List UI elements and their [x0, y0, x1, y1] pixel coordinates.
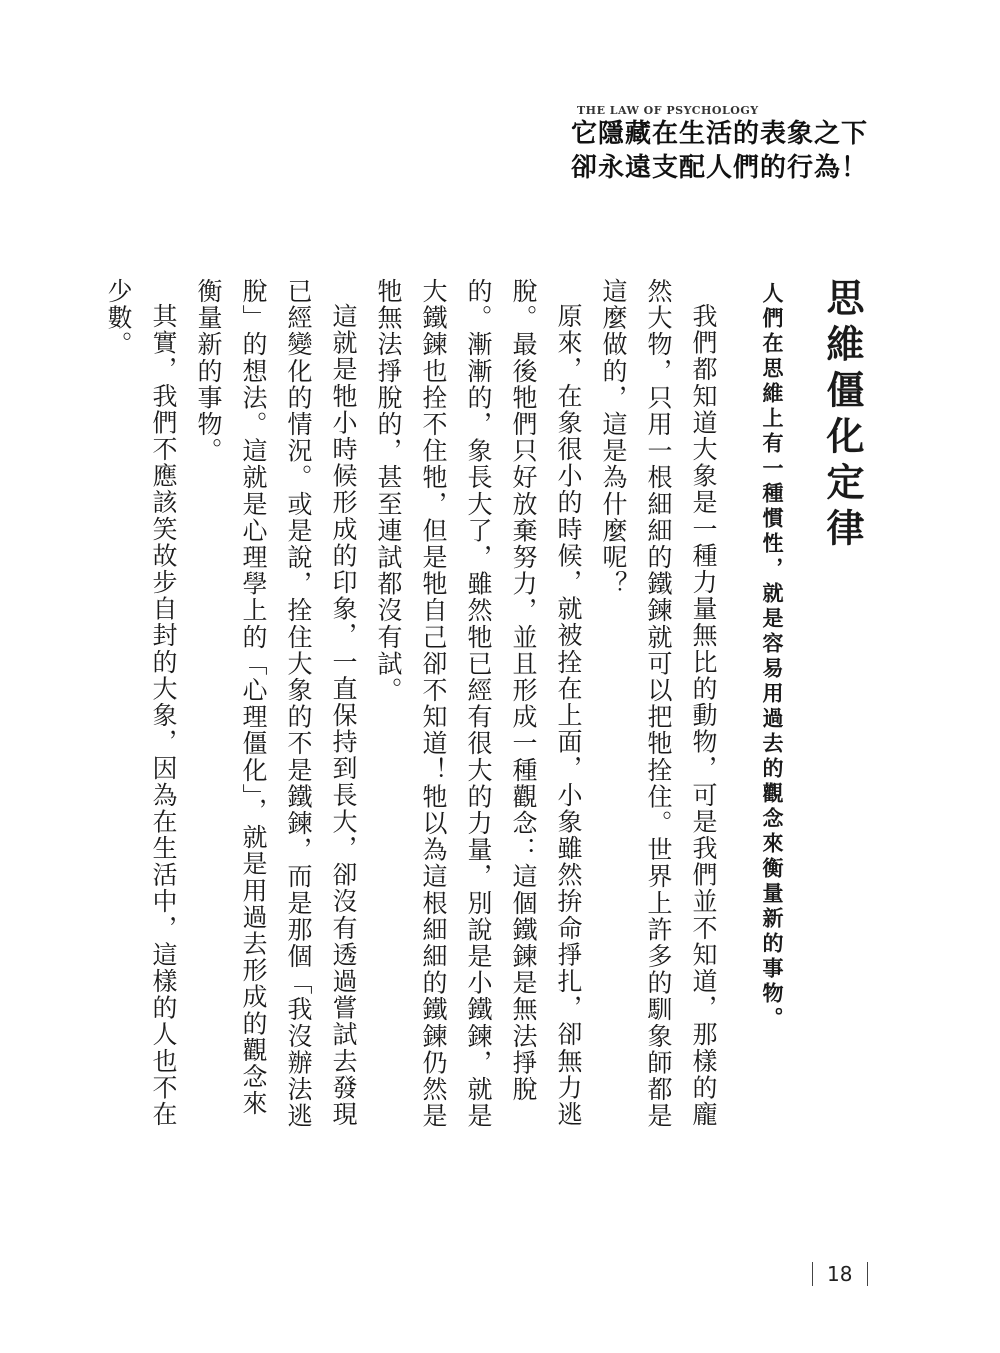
header-line-2: 卻永遠支配人們的行為！	[570, 153, 868, 183]
paragraph-1: 我們都知道大象是一種力量無比的動物，可是我們並不知道，那樣的龐然大物，只用一根細細的鐵鍊就可以把牠拴住。世界上許多的馴象師都是這麼做的，這是為什麼呢？	[599, 278, 718, 1130]
page-number-bar-right	[867, 1262, 869, 1286]
page-number-text: 18	[827, 1262, 853, 1286]
page-number-bar-left	[812, 1262, 814, 1286]
paragraph-2: 原來，在象很小的時候，就被拴在上面，小象雖然拚命掙扎，卻無力逃脫。最後牠們只好放棄努力，並且形成一種觀念：這個鐵鍊是無法掙脫的。漸漸的，象長大了，雖然牠已經有很大的力量，別說是小鐵鍊，就是大鐵鍊也拴不住牠，但是牠自己卻不知道！牠以為這根細細的鐵鍊仍然是牠無法掙脫的，甚至連試都沒有試。	[374, 278, 583, 1130]
paragraph-3: 這就是牠小時候形成的印象，一直保持到長大，卻沒有透過嘗試去發現已經變化的情況。或是說，拴住大象的不是鐵鍊，而是那個「我沒辦法逃脫」的想法。這就是心理學上的「心理僵化」，就是用過去形成的觀念來衡量新的事物。	[194, 278, 358, 1130]
article-subtitle: 人們在思維上有一種慣性，就是容易用過去的觀念來衡量新的事物。	[760, 282, 784, 1032]
header-line-1: 它隱藏在生活的表象之下	[570, 119, 868, 149]
page-number	[798, 1262, 882, 1286]
running-header	[571, 104, 868, 185]
article-body	[96, 278, 870, 1138]
article-title: 思維僵化定律	[820, 278, 864, 554]
paragraph-4: 其實，我們不應該笑故步自封的大象，因為在生活中，這樣的人也不在少數。	[104, 278, 178, 1128]
header-english: THE LAW OF PSYCHOLOGY	[576, 104, 759, 117]
